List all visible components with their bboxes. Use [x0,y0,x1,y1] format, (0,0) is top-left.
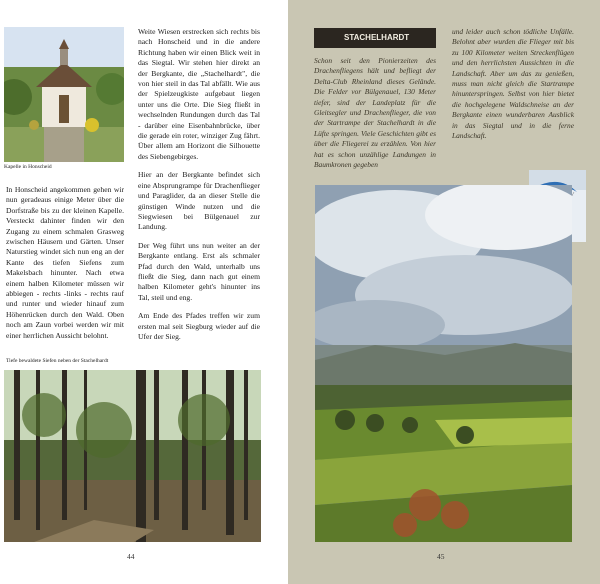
right-page-column-2: und leider auch schon tödliche Unfälle. Belohnt aber wurden die Flieger mit bis zu 100 Kilometer weiten Streckenflügen und den herrlichsten Aussichten in die Landschaft. Aber um das zu genießen, muss man nicht gleich die Startrampe hinunterspringen. Selbst von hier bietet die hochgelegene Waldschneise an der Bergkante einen wunderbaren Ausblick in das Siegtal und in die ferne Landschaft. [452,27,574,141]
left-page [0,0,288,584]
forest-photo [4,370,261,542]
paragraph: Der Weg führt uns nun weiter an der Bergkante entlang. Erst als schmaler Pfad durch den Wald, unterhalb uns fließt die Sieg, dann nach gut einem halben Kilometer geht's hinunter ins Tal, steil und eng. [138,240,260,302]
page-number: 44 [127,552,135,561]
right-column-text [138,27,260,350]
paragraph: Am Ende des Pfades treffen wir zum ersten mal seit Siegburg wieder auf die Ufer der Sieg. [138,311,260,341]
forest-caption: Tiefe bewaldete Siefen neben der Stachelhardt [6,358,109,364]
page-number: 45 [437,552,445,561]
paragraph: Weite Wiesen erstrecken sich rechts bis nach Honscheid und in die andere Richtung haben wir einen Blick weit in das Siegtal. Wir stehen hier direkt an der Bergkante, die „Stachelhardt", die von hier steil in das Tal abfällt. Wie aus der Spielzeugkiste aufgebaut liegen unter uns die Orte. Die Sieg fließt in wechselnden Rundungen durch das Tal - darüber eine Eisenbahnbrücke, über die gerade ein roter, winziger Zug fährt. Über allem am Horizont die Silhouette des Siebengebirges. [138,27,260,161]
paragraph: In Honscheid angekommen gehen wir nun geradeaus einige Meter über die Dorfstraße bis zu der kleinen Kapelle. Versteckt dahinter finden wir den Zugang zu einem schmalen Grasweg zwischen Häusern und Gärten. Unser Naturstieg windet sich nun eng an der Kante des tiefen Siefens zum Makelsbach hinunter. Nach etwa einem halben Kilometer müssen wir abbiegen - rechts -links - rechts rauf und runter und wieder hinauf zum Höhenrücken durch den Wald. Oben noch am Zaun vorbei werden wir mit einer herrlichen Aussicht belohnt. [6,185,124,340]
chapel-caption: Kapelle in Honscheid [4,164,52,170]
left-column-text [6,185,124,349]
section-heading: STACHELHARDT [314,28,436,48]
paragraph: Hier an der Bergkante befindet sich eine Absprungrampe für Drachenflieger und Paraglider, da an dieser Stelle die günstigen Winde nutzen und die Siegwiesen bei Bülgenauel zur Landung. [138,170,260,232]
chapel-photo [4,27,124,162]
right-page-column-1: Schon seit den Pionierzeiten des Drachenfliegens hält und befliegt der Delta-Club Rheinland dieses Gelände. Die Felder vor Bülgenauel, 130 Meter tiefer, sind der Landeplatz für die Gleitsegler und Drachenflieger, die von der Startrampe der Stachelhardt in die Lüfte springen. Viele Geschichten gibt es über die Fliegerei zu erzählen. Von hier hat es schon unzählige Landungen in Baumkronen gegeben [314,56,436,170]
landscape-photo [315,185,572,542]
